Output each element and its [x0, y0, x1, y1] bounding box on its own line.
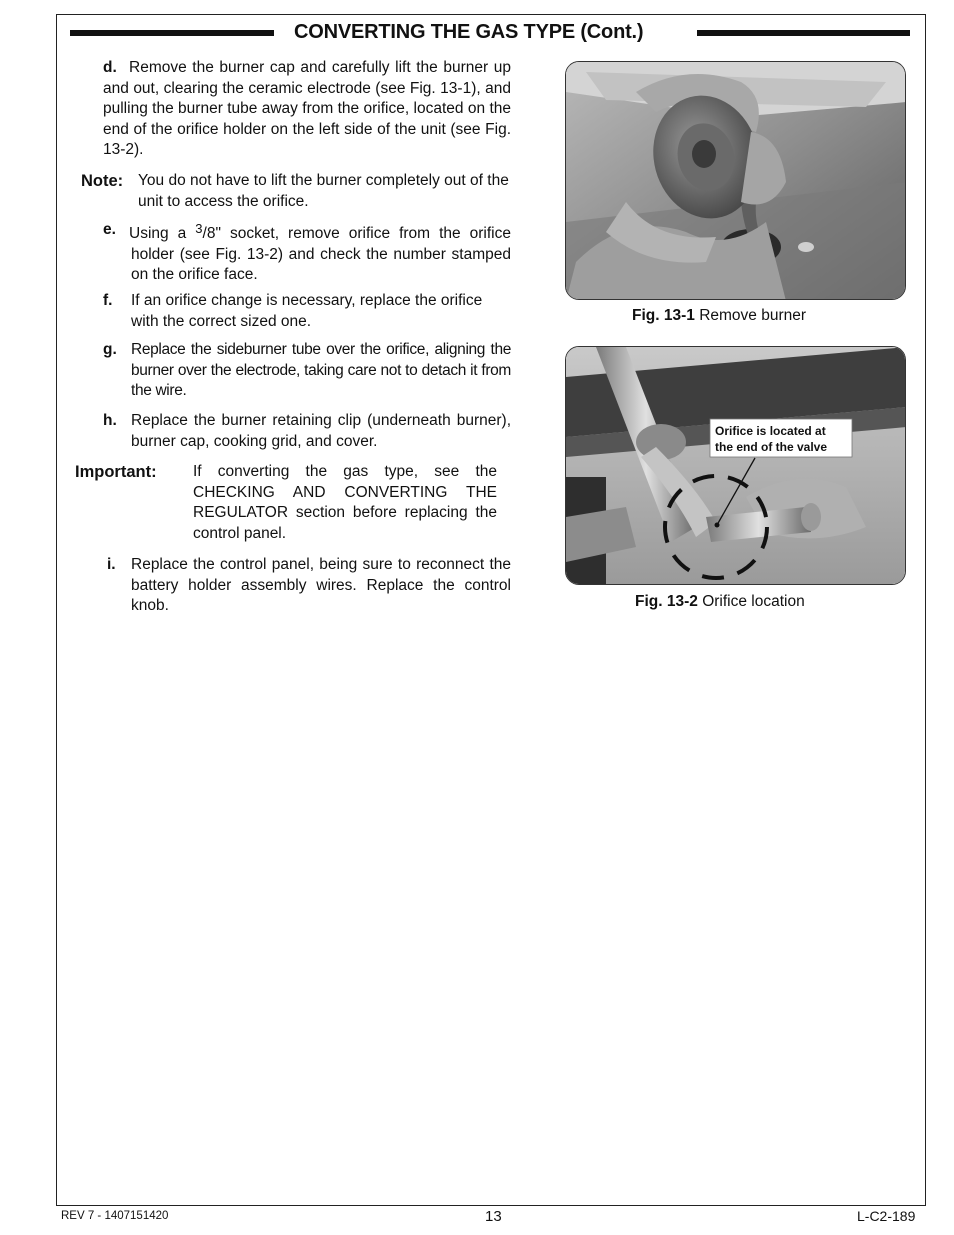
- section-header: [70, 20, 910, 48]
- figure-orifice-location-photo: [565, 346, 906, 585]
- orifice-callout-line-2: the end of the valve: [715, 440, 828, 454]
- step-i-label: i.: [107, 556, 116, 573]
- fraction-slash: /: [202, 225, 207, 242]
- figure-13-2-text: Orifice location: [702, 593, 805, 610]
- step-e-text-before: Using a: [129, 225, 196, 242]
- figure-13-2-number: Fig. 13-2: [635, 593, 698, 610]
- footer-page-number: 13: [485, 1208, 502, 1225]
- figure-13-1-caption: [632, 307, 806, 325]
- header-rule-left: [70, 30, 274, 36]
- orifice-callout: [715, 423, 827, 455]
- fraction-denominator: 8: [206, 225, 216, 242]
- important-note: [75, 462, 497, 544]
- note-label: Note:: [81, 172, 124, 190]
- figure-13-1-text: Remove burner: [699, 307, 807, 324]
- step-g-text: Replace the sideburner tube over the orifice, aligning the burner over the electrode, taking care not to detach it from the wire.: [131, 341, 511, 400]
- section-title: CONVERTING THE GAS TYPE (Cont.): [294, 21, 644, 43]
- note: [81, 171, 511, 212]
- step-f-label: f.: [103, 292, 113, 309]
- fraction-numerator: 3: [195, 221, 203, 236]
- step-e: [103, 219, 511, 286]
- figure-13-2-caption: [635, 593, 805, 611]
- orifice-location-illustration: [566, 347, 906, 585]
- step-f: [103, 291, 511, 332]
- footer-document-code: L-C2-189: [857, 1208, 916, 1224]
- note-text: You do not have to lift the burner completely out of the unit to access the orifice.: [138, 172, 509, 210]
- step-i: [107, 555, 511, 617]
- step-d-label: d.: [103, 59, 117, 76]
- step-g-label: g.: [103, 341, 117, 358]
- figure-remove-burner-photo: [565, 61, 906, 300]
- important-label: Important:: [75, 463, 157, 481]
- footer-revision: REV 7 - 1407151420: [61, 1210, 169, 1222]
- step-g: [103, 340, 511, 402]
- important-text: If converting the gas type, see the CHECKING AND CONVERTING THE REGULATOR section before replacing the control panel.: [193, 463, 497, 542]
- step-d: [103, 58, 511, 161]
- remove-burner-illustration: [566, 62, 906, 300]
- step-e-label: e.: [103, 221, 116, 238]
- header-rule-right: [697, 30, 910, 36]
- step-h-text: Replace the burner retaining clip (underneath burner), burner cap, cooking grid, and cover.: [131, 412, 511, 450]
- figure-13-1-number: Fig. 13-1: [632, 307, 695, 324]
- step-h-label: h.: [103, 412, 117, 429]
- orifice-callout-line-1: Orifice is located at: [715, 424, 826, 438]
- step-h: [103, 411, 511, 452]
- step-e-text-after: " socket, remove orifice from the orifice holder (see Fig. 13-2) and check the number stamped on the orifice face.: [131, 225, 511, 284]
- step-i-text: Replace the control panel, being sure to reconnect the battery holder assembly wires. Replace the control knob.: [131, 556, 511, 615]
- step-d-text: Remove the burner cap and carefully lift the burner up and out, clearing the ceramic electrode (see Fig. 13-1), and pulling the burner tube away from the orifice, located on the end of the orifice holder on the left side of the unit (see Fig. 13-2).: [103, 59, 511, 159]
- step-f-text: If an orifice change is necessary, replace the orifice with the correct sized one.: [131, 292, 483, 330]
